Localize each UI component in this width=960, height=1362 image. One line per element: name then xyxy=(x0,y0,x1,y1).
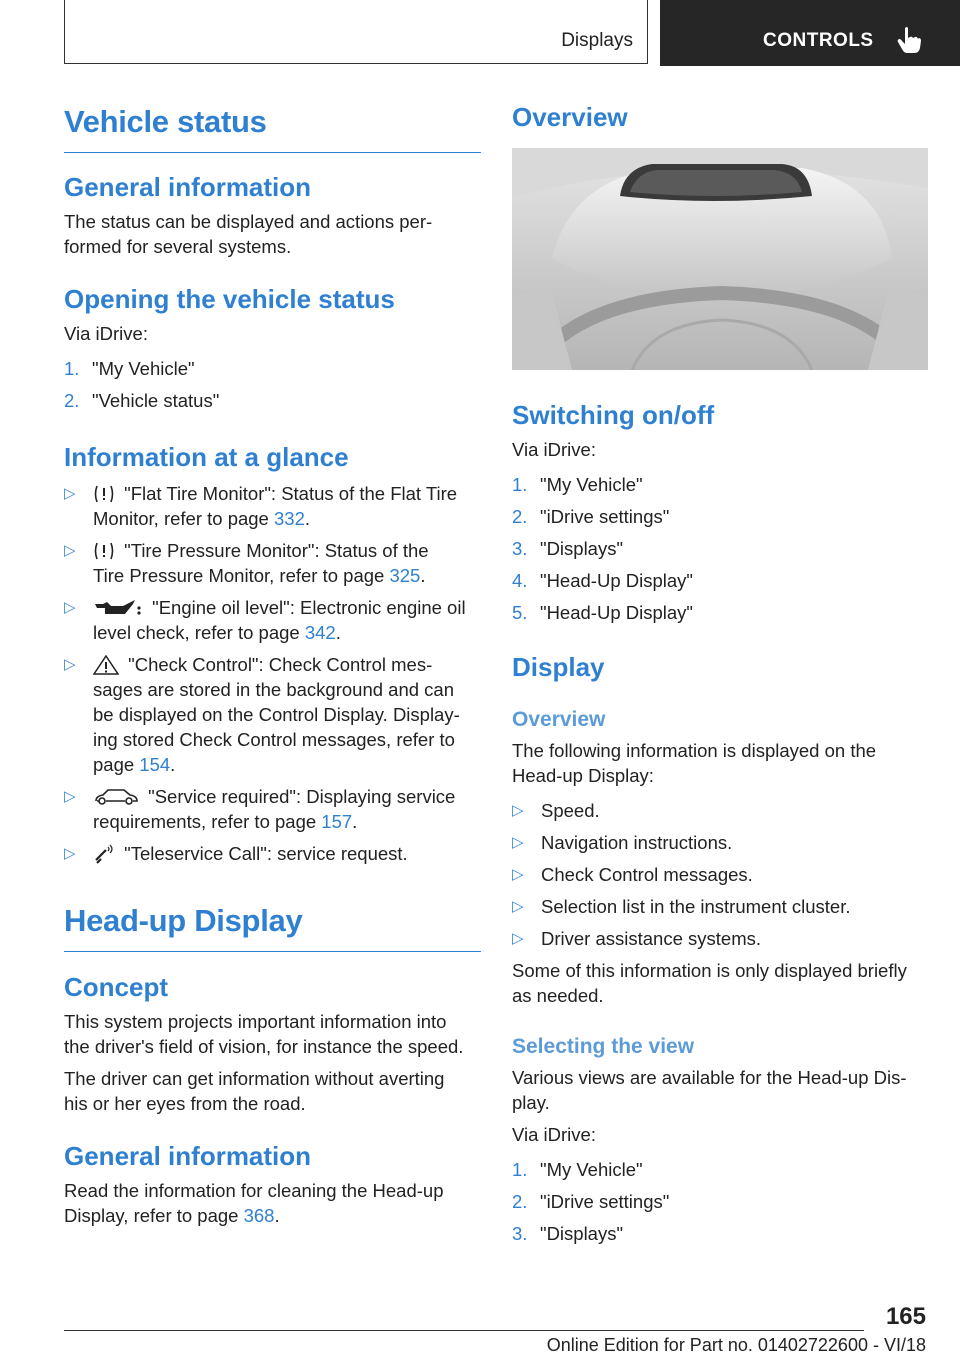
teleservice-icon xyxy=(93,844,115,864)
oil-can-icon xyxy=(93,598,143,618)
vehicle-status-title: Vehicle status xyxy=(64,104,481,153)
list-item: ▷ "Engine oil level": Electronic engine oil level check, refer to page 342. xyxy=(64,597,466,643)
footer-divider xyxy=(64,1330,864,1331)
page-link[interactable]: 157 xyxy=(321,811,353,832)
list-item: 2. "iDrive settings" xyxy=(512,1191,670,1212)
selecting-view-heading: Selecting the view xyxy=(512,1035,695,1058)
list-item: ▷ "Teleservice Call": service request. xyxy=(64,843,408,864)
chapter-title: CONTROLS xyxy=(763,30,874,51)
concept-line-3: The driver can get information without averting xyxy=(64,1068,445,1089)
list-item: ▷ Driver assistance systems. xyxy=(512,928,761,949)
list-item: 2. "Vehicle status" xyxy=(64,390,220,411)
list-item: 3. "Displays" xyxy=(512,1223,624,1244)
list-item: 5. "Head-Up Display" xyxy=(512,602,693,623)
page-link[interactable]: 368 xyxy=(243,1205,275,1226)
list-item: ▷ "Tire Pressure Monitor": Status of the Tire Pressure Monitor, refer to page 325. xyxy=(64,540,429,586)
display-items-list xyxy=(512,798,928,951)
section-title: Displays xyxy=(561,30,633,51)
glance-list xyxy=(64,481,481,866)
concept-line-4: his or her eyes from the road. xyxy=(64,1093,306,1114)
tire-warning-icon xyxy=(93,484,115,504)
hud-title: Head-up Display xyxy=(64,903,481,952)
general-info-line-2: formed for several systems. xyxy=(64,236,292,257)
display-heading: Display xyxy=(512,652,605,682)
list-item: ▷ "Service required": Displaying service requirements, refer to page 157. xyxy=(64,786,456,832)
opening-vehicle-status-heading: Opening the vehicle status xyxy=(64,284,395,314)
view-line-1: Various views are available for the Head-up Dis‐ xyxy=(512,1067,907,1088)
view-line-2: play. xyxy=(512,1092,550,1113)
page-number: 165 xyxy=(885,1303,926,1330)
switch-heading: Switching on/off xyxy=(512,400,715,430)
list-item: ▷ "Flat Tire Monitor": Status of the Flat Tire Monitor, refer to page 332. xyxy=(64,483,458,529)
chapter-tab xyxy=(660,0,960,66)
list-item: 1. "My Vehicle" xyxy=(512,1159,643,1180)
hud-general-heading: General information xyxy=(64,1141,312,1171)
list-item: ▷ Navigation instructions. xyxy=(512,832,733,853)
display-text-line-2: Head-up Display: xyxy=(512,765,654,786)
list-item: ▷ Check Control messages. xyxy=(512,864,753,885)
display-overview-heading: Overview xyxy=(512,708,606,731)
list-item: 4. "Head-Up Display" xyxy=(512,570,693,591)
page-link[interactable]: 342 xyxy=(304,622,336,643)
hud-projector-photo xyxy=(512,148,928,370)
hud-general-line-2: Display, refer to page 368. xyxy=(64,1205,280,1226)
via-idrive-label: Via iDrive: xyxy=(64,323,148,344)
list-item: ▷ Speed. xyxy=(512,800,600,821)
page-link[interactable]: 154 xyxy=(139,754,171,775)
general-info-line-1: The status can be displayed and actions per‐ xyxy=(64,211,433,232)
car-service-icon xyxy=(93,787,139,807)
brief-line-2: as needed. xyxy=(512,985,604,1006)
list-item: ▷ Selection list in the instrument cluster. xyxy=(512,896,851,917)
opening-steps-list xyxy=(64,356,481,413)
display-text-line-1: The following information is displayed on the xyxy=(512,740,877,761)
glance-heading: Information at a glance xyxy=(64,442,349,472)
overview-heading: Overview xyxy=(512,102,628,132)
concept-line-2: the driver's field of vision, for instance the speed. xyxy=(64,1036,464,1057)
general-info-heading: General information xyxy=(64,172,312,202)
concept-heading: Concept xyxy=(64,972,168,1002)
view-steps-list xyxy=(512,1157,928,1246)
brief-line-1: Some of this information is only displayed briefly xyxy=(512,960,907,981)
tire-warning-icon xyxy=(93,541,115,561)
list-item: 1. "My Vehicle" xyxy=(64,358,195,379)
pointing-hand-icon xyxy=(896,26,922,54)
page-link[interactable]: 332 xyxy=(274,508,305,529)
page-link[interactable]: 325 xyxy=(389,565,421,586)
list-item: 1. "My Vehicle" xyxy=(512,474,643,495)
concept-line-1: This system projects important information into xyxy=(64,1011,447,1032)
via-idrive-label: Via iDrive: xyxy=(512,439,596,460)
list-item: 3. "Displays" xyxy=(512,538,624,559)
edition-text: Online Edition for Part no. 01402722600 - VI/18 xyxy=(546,1335,926,1355)
section-tab xyxy=(64,0,648,64)
warning-triangle-icon xyxy=(93,655,119,675)
switch-steps-list xyxy=(512,472,928,625)
page-header xyxy=(0,0,960,66)
view-via-label: Via iDrive: xyxy=(512,1124,596,1145)
list-item: 2. "iDrive settings" xyxy=(512,506,670,527)
hud-general-line-1: Read the information for cleaning the Head-up xyxy=(64,1180,444,1201)
list-item: ▷ "Check Control": Check Control mes‐ sages are stored in the background and can be displayed on the Control Display. Display‐ ing stored Check Control messages, refer to page 154. xyxy=(64,654,460,775)
